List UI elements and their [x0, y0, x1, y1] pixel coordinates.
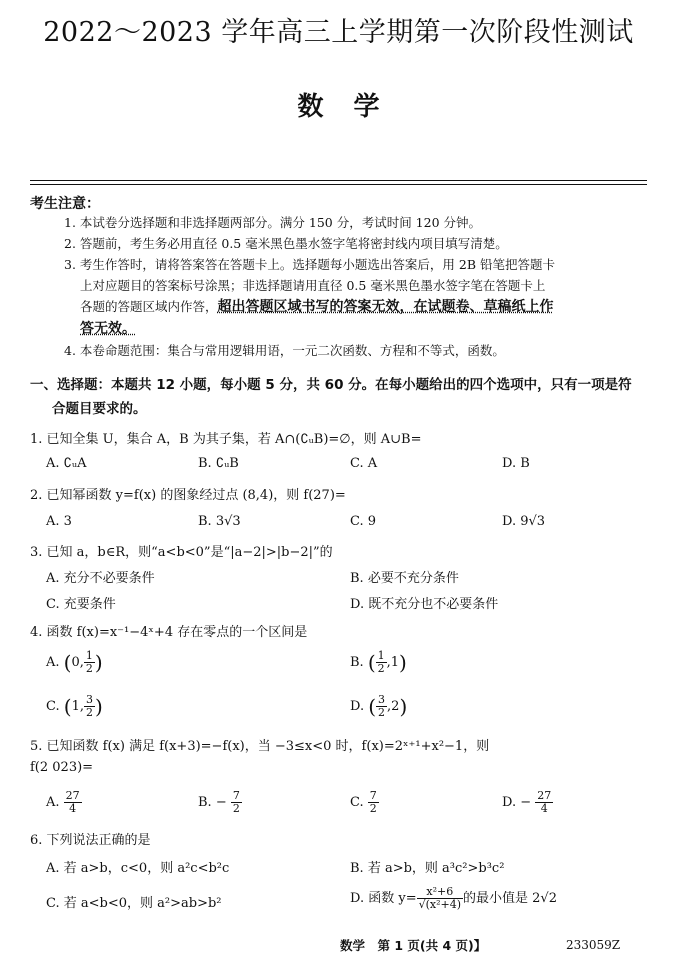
- q5-a-fraction: $\frac{27}{4}$: [65, 789, 80, 815]
- q6-d-suffix: 的最小值是 2√2: [463, 891, 557, 906]
- exam-title: 2022～2023 学年高三上学期第一次阶段性测试: [43, 17, 634, 48]
- note-3-emphasis-end: 答无效。: [80, 321, 136, 337]
- q4-c-label: C.: [46, 699, 60, 714]
- divider-thick: [30, 180, 647, 181]
- question-5-line-2: f(2 023)=: [30, 760, 94, 775]
- q4-option-d: D. ( $\frac{3}{2}$ ,2): [350, 693, 408, 719]
- question-1: 1. 已知全集 U，集合 A，B 为其子集，若 A∩(∁ᵤB)=∅，则 A∪B=: [30, 432, 422, 447]
- q4-b-right: ,1: [386, 655, 400, 670]
- note-3-line-2: 上对应题目的答案标号涂黑；非选择题请用直径 0.5 毫米黑色墨水签字笔在答题卡上: [80, 278, 546, 293]
- q4-a-left: 0,: [71, 655, 84, 670]
- notes-list: [64, 212, 654, 361]
- note-4: 4. 本卷命题范围：集合与常用逻辑用语，一元二次函数、方程和不等式，函数。: [64, 343, 505, 358]
- q4-c-fraction: $\frac{3}{2}$: [85, 693, 93, 719]
- q5-option-c: [350, 790, 379, 815]
- q4-d-fraction: $\frac{3}{2}$: [378, 693, 386, 719]
- q1-option-a: A. ∁ᵤA: [46, 456, 87, 471]
- q4-b-label: B.: [350, 655, 364, 670]
- note-3-line-1: 3. 考生作答时，请将答案答在答题卡上。选择题每小题选出答案后，用 2B 铅笔把答题卡: [64, 257, 555, 272]
- q2-option-c: C. 9: [350, 514, 377, 529]
- q6-d-fraction: $\frac{\text{x²+6}}{\text{√(x²+4)}}$: [418, 885, 462, 911]
- question-3: 3. 已知 a，b∈R，则“a<b<0”是“|a−2|>|b−2|”的: [30, 545, 333, 560]
- q4-d-right: ,2: [387, 699, 400, 714]
- q5-c-fraction: $\frac{7}{2}$: [369, 789, 377, 815]
- q1-option-d: D. B: [502, 456, 530, 471]
- paper-code: 233059Z: [566, 938, 621, 952]
- section-line-1: 一、选择题：本题共 12 小题，每小题 5 分，共 60 分。在每小题给出的四个选项中，只有一项是符: [30, 377, 632, 393]
- q4-c-left: 1,: [71, 699, 84, 714]
- q5-option-b: [198, 790, 242, 815]
- q4-a-fraction: $\frac{1}{2}$: [85, 649, 93, 675]
- subject-title: 数学: [297, 92, 410, 122]
- q6-option-a: A. 若 a>b，c<0，则 a²c<b²c: [46, 861, 230, 876]
- note-3-text: 各题的答题区域内作答，: [80, 299, 218, 314]
- q4-b-fraction: $\frac{1}{2}$: [377, 649, 385, 675]
- section-line-2: 合题目要求的。: [52, 401, 147, 417]
- divider-thin: [30, 184, 647, 185]
- q3-option-b: B. 必要不充分条件: [350, 571, 459, 586]
- q5-b-fraction: $\frac{7}{2}$: [232, 789, 240, 815]
- question-6: 6. 下列说法正确的是: [30, 833, 151, 848]
- page-footer: 数学 第 1 页(共 4 页)】: [340, 938, 487, 953]
- q4-option-c: C. (1, $\frac{3}{2}$ ): [46, 693, 103, 719]
- q5-b-label: B. −: [198, 795, 227, 810]
- q4-a-label: A.: [46, 655, 60, 670]
- q2-option-a: A. 3: [46, 514, 72, 529]
- q1-option-c: C. A: [350, 456, 378, 471]
- q6-option-c: C. 若 a<b<0，则 a²>ab>b²: [46, 896, 222, 911]
- q4-option-a: A. (0, $\frac{1}{2}$ ): [46, 649, 103, 675]
- question-5-line-1: 5. 已知函数 f(x) 满足 f(x+3)=−f(x)，当 −3≤x<0 时，f(x)=2ˣ⁺¹+x²−1，则: [30, 739, 490, 754]
- note-3-line-3: [64, 296, 654, 318]
- note-3-emphasis: 超出答题区域书写的答案无效，在试题卷、草稿纸上作: [217, 299, 554, 315]
- q6-d-prefix: D. 函数 y=: [350, 891, 417, 906]
- q3-option-c: C. 充要条件: [46, 597, 116, 612]
- question-4: 4. 函数 f(x)=x⁻¹−4ˣ+4 存在零点的一个区间是: [30, 625, 308, 640]
- q5-d-fraction: $\frac{27}{4}$: [537, 789, 552, 815]
- note-1: 1. 本试卷分选择题和非选择题两部分。满分 150 分，考试时间 120 分钟。: [64, 215, 482, 230]
- note-3-line-4: [64, 318, 654, 340]
- q2-option-d: D. 9√3: [502, 514, 546, 529]
- q5-d-label: D. −: [502, 795, 532, 810]
- q6-option-b: B. 若 a>b，则 a³c²>b³c²: [350, 861, 505, 876]
- q5-c-label: C.: [350, 795, 364, 810]
- section-heading: [30, 373, 660, 421]
- q5-option-d: [502, 790, 553, 815]
- q6-option-d: [350, 886, 557, 911]
- notes-heading: 考生注意：: [30, 196, 100, 212]
- q3-option-d: D. 既不充分也不必要条件: [350, 597, 499, 612]
- q1-option-b: B. ∁ᵤB: [198, 456, 239, 471]
- q2-option-b: B. 3√3: [198, 514, 241, 529]
- note-2: 2. 答题前，考生务必用直径 0.5 毫米黑色墨水签字笔将密封线内项目填写清楚。: [64, 236, 508, 251]
- q4-d-label: D.: [350, 699, 365, 714]
- q4-option-b: B. ( $\frac{1}{2}$ ,1): [350, 649, 407, 675]
- q5-option-a: [46, 790, 82, 815]
- q5-a-label: A.: [46, 795, 60, 810]
- q3-option-a: A. 充分不必要条件: [46, 571, 155, 586]
- question-2: 2. 已知幂函数 y=f(x) 的图象经过点 (8,4)，则 f(27)=: [30, 488, 346, 503]
